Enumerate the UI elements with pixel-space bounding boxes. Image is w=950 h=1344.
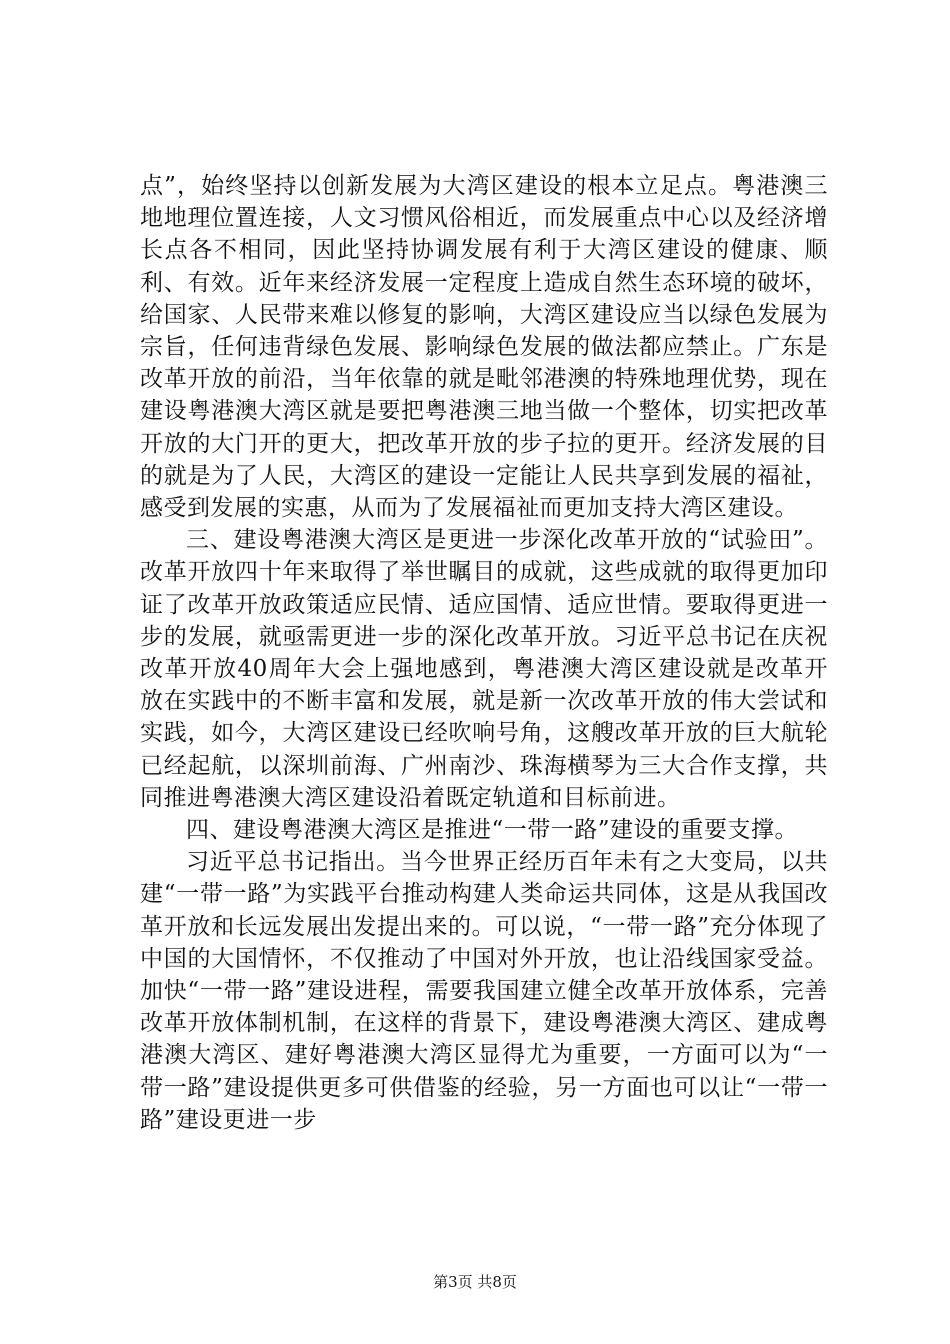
paragraph-section-three: 三、建设粤港澳大湾区是更进一步深化改革开放的“试验田”。改革开放四十年来取得了举世瞩目的成就，这些成就的取得更加印证了改革开放政策适应民情、适应国情、适应世情。要取得更进一步的发展，就亟需更进一步的深化改革开放。习近平总书记在庆祝改革开放40周年大会上强地感到，粤港澳大湾区建设就是改革开放在实践中的不断丰富和发展，就是新一次改革开放的伟大尝试和实践，如今，大湾区建设已经吹响号角，这艘改革开放的巨大航轮已经起航，以深圳前海、广州南沙、珠海横琴为三大合作支撑，共同推进粤港澳大湾区建设沿着既定轨道和目标前进。 bbox=[140, 527, 828, 811]
paragraph-section-four-heading: 四、建设粤港澳大湾区是推进“一带一路”建设的重要支撑。 bbox=[186, 817, 799, 844]
paragraph-continuation: 点”，始终坚持以创新发展为大湾区建设的根本立足点。粤港澳三地地理位置连接，人文习惯风俗相近，而发展重点中心以及经济增长点各不相同，因此坚持协调发展有利于大湾区建设的健康、顺利、有效。近年来经济发展一定程度上造成自然生态环境的破坏，给国家、人民带来难以修复的影响，大湾区建设应当以绿色发展为宗旨，任何违背绿色发展、影响绿色发展的做法都应禁止。广东是改革开放的前沿，当年依靠的就是毗邻港澳的特殊地理优势，现在建设粤港澳大湾区就是要把粤港澳三地当做一个整体，切实把改革开放的大门开的更大，把改革开放的步子拉的更开。经济发展的目的就是为了人民，大湾区的建设一定能让人民共享到发展的福祉，感受到发展的实惠，从而为了发展福祉而更加支持大湾区建设。 bbox=[140, 173, 828, 522]
page-number-footer: 第3页 共8页 bbox=[433, 1273, 517, 1291]
paragraph-belt-and-road: 习近平总书记指出。当今世界正经历百年未有之大变局，以共建“一带一路”为实践平台推动构建人类命运共同体，这是从我国改革开放和长远发展出发提出来的。可以说，“一带一路”充分体现了中国的大国情怀，不仅推动了中国对外开放，也让沿线国家受益。加快“一带一路”建设进程，需要我国建立健全改革开放体系，完善改革开放体制机制，在这样的背景下，建设粤港澳大湾区、建成粤港澳大湾区、建好粤港澳大湾区显得尤为重要，一方面可以为“一带一路”建设提供更多可供借鉴的经验，另一方面也可以让“一带一路”建设更进一步 bbox=[140, 849, 828, 1133]
document-body bbox=[140, 170, 828, 1136]
